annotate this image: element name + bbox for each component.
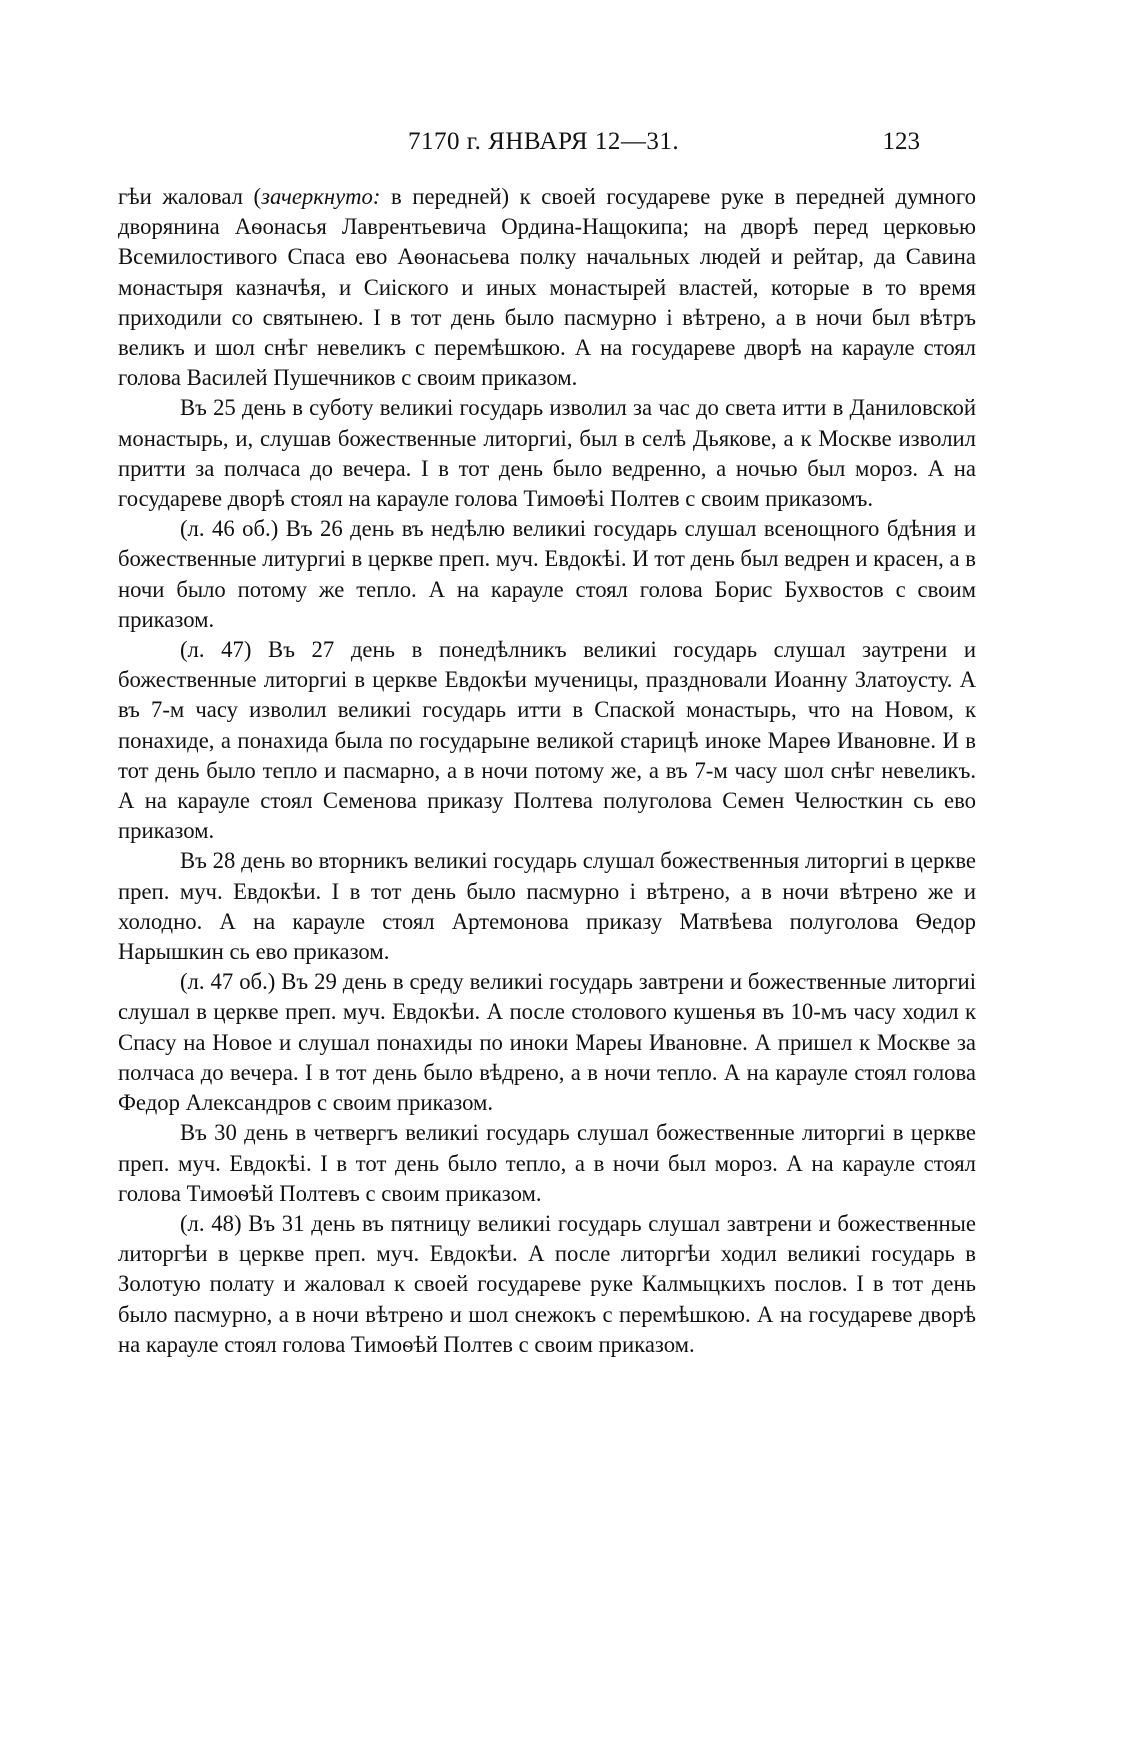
- paragraph-7: Въ 30 день в четвергъ великиі государь слушал божественные литоргиі в церкве преп. муч. Евдокѣі. І в тот день было тепло, а в ночи был мороз. А на карауле стоял голова Тимоѳѣй Полтевъ с своим приказом.: [118, 1120, 976, 1206]
- body-text: [118, 182, 976, 1360]
- paragraph-6: (л. 47 об.) Въ 29 день в среду великиі государь завтрени и божественные литоргиі слушал в церкве преп. муч. Евдокѣи. А после столового кушенья въ 10-мъ часу ходил к Спасу на Новое и слушал понахиды по иноки Мареы Ивановне. А пришел к Москве за полчаса до вечера. І в тот день было вѣдрено, а в ночи тепло. А на карауле стоял голова Федор Александров с своим приказом.: [118, 969, 976, 1116]
- paragraph-3: (л. 46 об.) Въ 26 день въ недѣлю великиі государь слушал всенощного бдѣния и божественные литургиі в церкве преп. муч. Евдокѣі. И тот день был ведрен и красен, а в ночи было потому же тепло. А на карауле стоял голова Борис Бухвостов с своим приказом.: [118, 516, 976, 632]
- running-header: [118, 128, 976, 168]
- editorial-note: зачеркнуто:: [261, 184, 381, 209]
- paragraph-8: (л. 48) Въ 31 день въ пятницу великиі государь слушал завтрени и божественные литоргѣи в церкве преп. муч. Евдокѣи. А после литоргѣи ходил великиі государь в Золотую полату и жаловал к своей государеве руке Калмыцкихъ послов. І в тот день было пасмурно, а в ночи вѣтрено и шол снежокъ с перемѣшкою. А на государеве дворѣ на карауле стоял голова Тимоѳѣй Полтев с своим приказом.: [118, 1210, 976, 1357]
- paragraph-5: Въ 28 день во вторникъ великиі государь слушал божественныя литоргиі в церкве преп. муч. Евдокѣи. І в тот день было пасмурно і вѣтрено, а в ночи вѣтрено же и холодно. А на карауле стоял Артемонова приказу Матвѣева полуголова Ѳедор Нарышкин сь ево приказом.: [118, 848, 976, 965]
- page-number: 123: [882, 128, 920, 155]
- paragraph-2: Въ 25 день в суботу великиі государь изволил за час до света итти в Даниловской монастырь, и, слушав божественные литоргиі, был в селѣ Дьякове, а к Москве изволил притти за полчаса до вечера. І в тот день было ведренно, а ночью был мороз. А на государеве дворѣ стоял на карауле голова Тимоѳѣі Полтев с своим приказомъ.: [118, 395, 976, 512]
- paragraph-1: [118, 182, 976, 393]
- paragraph-1-rest: в передней) к своей государеве руке в передней думного дворянина Аѳонасья Лаврентьевича Ордина-Нащокипа; на дворѣ перед церковью Всемилостивого Спаса ево Аѳонасьева полку начальных людей и рейтар, да Савина монастыря казначѣя, и Сиіского и иных монастырей властей, которые в то время приходили со святынею. І в тот день было пасмурно і вѣтрено, а в ночи был вѣтръ великъ и шол снѣг невеликъ с перемѣшкою. А на государеве дворѣ на карауле стоял голова Василей Пушечников с своим приказом.: [118, 184, 976, 391]
- paragraph-1-start: гѣи жаловал (: [118, 184, 262, 209]
- paragraph-4: (л. 47) Въ 27 день в понедѣлникъ великиі государь слушал заутрени и божественные литоргиі в церкве Евдокѣи мученицы, праздновали Иоанну Златоусту. А въ 7-м часу изволил великиі государь итти в Спаской монастырь, что на Новом, к понахиде, а понахида была по государыне великой старицѣ иноке Мареѳ Ивановне. И в тот день было тепло и пасмарно, а в ночи потому же, а въ 7-м часу шол снѣг невеликъ. А на карауле стоял Семенова приказу Полтева полуголова Семен Челюсткин сь ево приказом.: [118, 637, 976, 844]
- header-title: 7170 г. ЯНВАРЯ 12—31.: [408, 128, 680, 155]
